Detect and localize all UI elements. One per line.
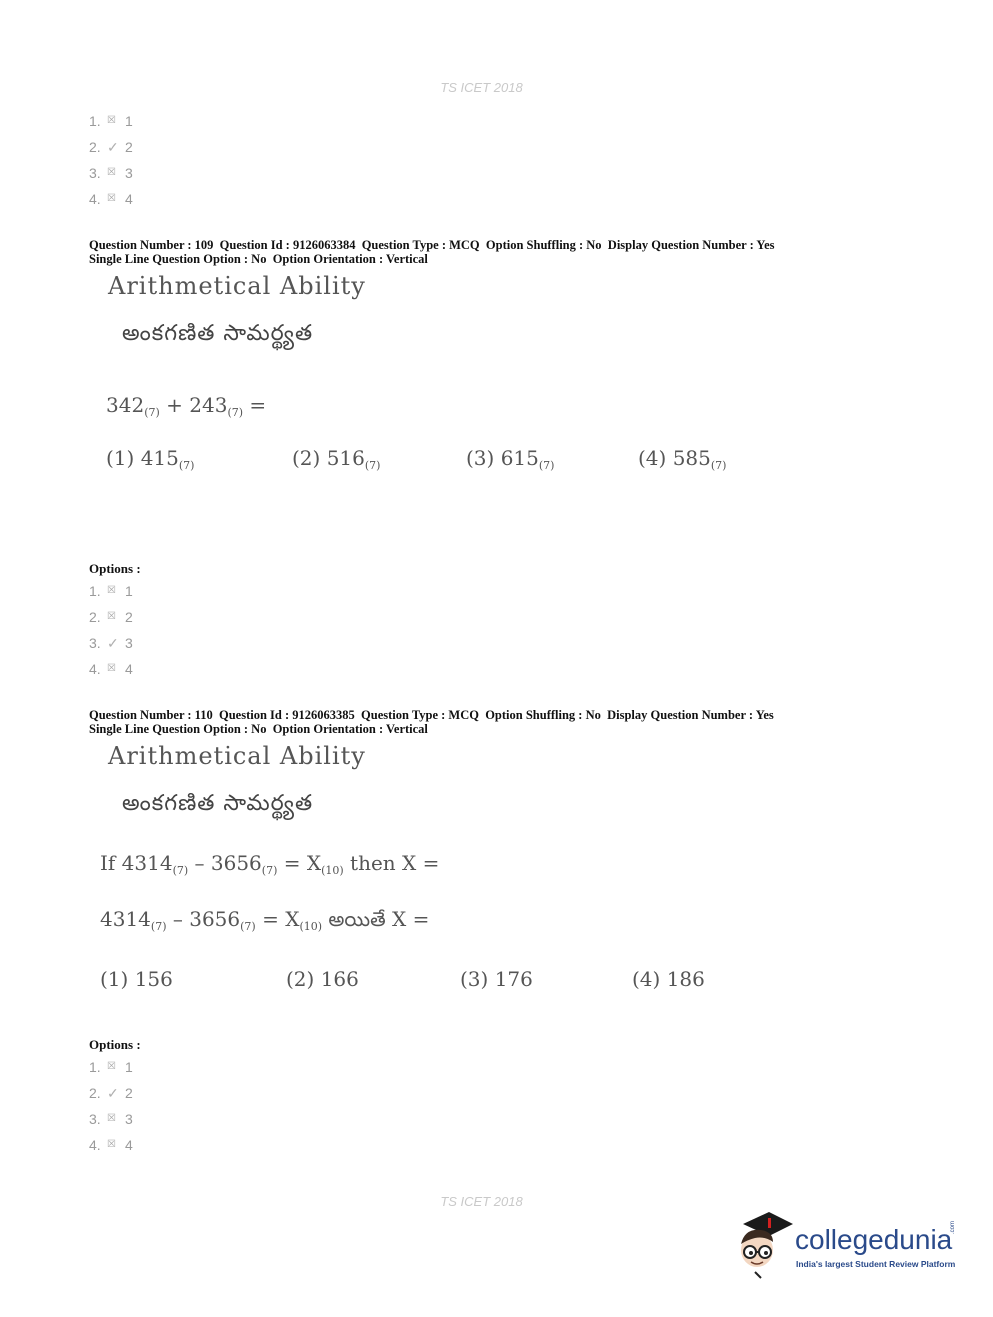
logo-com-text: .com xyxy=(950,1220,956,1234)
option-number: 2. xyxy=(89,1085,101,1101)
option-number: 4. xyxy=(89,191,101,207)
cross-icon: ☒ xyxy=(107,115,116,126)
operand: 342 xyxy=(106,393,145,417)
option-row xyxy=(89,112,133,130)
option-value: 1 xyxy=(125,1059,133,1075)
expr-part: – 3656 xyxy=(188,851,262,875)
base-subscript: (7) xyxy=(227,406,244,419)
option-row xyxy=(89,190,133,208)
logo-tagline: India's largest Student Review Platform xyxy=(796,1259,956,1269)
logo-brand-text: collegedunia xyxy=(795,1224,953,1255)
expr-part: అయితే X = xyxy=(322,907,430,931)
option-row xyxy=(89,1136,133,1154)
option-row xyxy=(89,1058,133,1076)
option-number: 2. xyxy=(89,139,101,155)
answer-choice: (4) 186 xyxy=(632,967,705,991)
cross-icon: ☒ xyxy=(107,1139,116,1150)
option-row xyxy=(89,660,133,678)
watermark-top: TS ICET 2018 xyxy=(440,80,523,95)
cross-icon: ☒ xyxy=(107,1113,116,1124)
expr-part: then X = xyxy=(343,851,440,875)
option-number: 2. xyxy=(89,609,101,625)
choice-label: (4) 585 xyxy=(638,446,711,470)
expr-part: If 4314 xyxy=(100,851,173,875)
expr-part: = X xyxy=(255,907,300,931)
option-number: 3. xyxy=(89,165,101,181)
cross-icon: ☒ xyxy=(107,1061,116,1072)
base-subscript: (7) xyxy=(538,459,555,472)
answer-choice: (3) 176 xyxy=(460,967,533,991)
expr-part: = X xyxy=(277,851,322,875)
choice-label: (3) 615 xyxy=(466,446,539,470)
option-value: 3 xyxy=(125,1111,133,1127)
question-meta-line1: Question Number : 110 Question Id : 9126063385 Question Type : MCQ Option Shuffling : No Display Question Number : Yes xyxy=(89,708,774,722)
answer-choice: (2) 166 xyxy=(286,967,359,991)
option-number: 1. xyxy=(89,113,101,129)
section-title-telugu: అంకగణిత సామర్థ్యత xyxy=(122,791,314,816)
option-value: 4 xyxy=(125,661,133,677)
option-value: 1 xyxy=(125,583,133,599)
check-icon: ✓ xyxy=(107,635,119,651)
question-expression-telugu xyxy=(100,907,429,936)
option-number: 3. xyxy=(89,1111,101,1127)
option-row xyxy=(89,1110,133,1128)
option-value: 4 xyxy=(125,191,133,207)
check-icon: ✓ xyxy=(107,1085,119,1101)
base-subscript: (7) xyxy=(364,459,381,472)
section-title: Arithmetical Ability xyxy=(108,742,366,770)
option-number: 1. xyxy=(89,583,101,599)
options-label: Options : xyxy=(89,561,141,576)
option-number: 4. xyxy=(89,1137,101,1153)
operand: 243 xyxy=(189,393,228,417)
operator: + xyxy=(159,393,190,417)
question-meta-line1: Question Number : 109 Question Id : 9126063384 Question Type : MCQ Option Shuffling : No Display Question Number : Yes xyxy=(89,238,775,252)
option-row xyxy=(89,1084,133,1102)
cross-icon: ☒ xyxy=(107,611,116,622)
equals: = xyxy=(243,393,267,417)
check-icon: ✓ xyxy=(107,139,119,155)
option-row xyxy=(89,582,133,600)
option-row xyxy=(89,138,133,156)
cross-icon: ☒ xyxy=(107,193,116,204)
collegedunia-logo xyxy=(735,1210,965,1280)
question-expression xyxy=(106,393,266,419)
cross-icon: ☒ xyxy=(107,167,116,178)
base-subscript: (7) xyxy=(710,459,727,472)
choice-label: (2) 516 xyxy=(292,446,365,470)
base-subscript: (7) xyxy=(178,459,195,472)
section-title-telugu: అంకగణిత సామర్థ్యత xyxy=(122,321,314,346)
expr-part: 4314 xyxy=(100,907,151,931)
option-value: 3 xyxy=(125,635,133,651)
expr-part: – 3656 xyxy=(166,907,241,931)
option-row xyxy=(89,634,133,652)
cross-icon: ☒ xyxy=(107,663,116,674)
base-subscript: (10) xyxy=(299,920,323,933)
base-subscript: (7) xyxy=(172,864,189,877)
base-subscript: (7) xyxy=(261,864,278,877)
answer-choice xyxy=(638,446,726,472)
answer-choice: (1) 156 xyxy=(100,967,173,991)
option-value: 1 xyxy=(125,113,133,129)
option-number: 4. xyxy=(89,661,101,677)
option-value: 2 xyxy=(125,609,133,625)
options-label: Options : xyxy=(89,1037,141,1052)
option-row xyxy=(89,608,133,626)
answer-choice xyxy=(106,446,194,472)
base-subscript: (10) xyxy=(321,864,344,877)
option-value: 4 xyxy=(125,1137,133,1153)
answer-choice xyxy=(292,446,380,472)
section-title: Arithmetical Ability xyxy=(108,272,366,300)
choice-label: (1) 415 xyxy=(106,446,179,470)
base-subscript: (7) xyxy=(150,920,167,933)
cross-icon: ☒ xyxy=(107,585,116,596)
option-number: 3. xyxy=(89,635,101,651)
option-value: 2 xyxy=(125,139,133,155)
question-expression-english xyxy=(100,851,439,877)
mascot-icon xyxy=(735,1210,795,1280)
base-subscript: (7) xyxy=(240,920,256,933)
option-value: 2 xyxy=(125,1085,133,1101)
option-row xyxy=(89,164,133,182)
question-meta-line2: Single Line Question Option : No Option Orientation : Vertical xyxy=(89,252,428,266)
question-meta-line2: Single Line Question Option : No Option Orientation : Vertical xyxy=(89,722,428,736)
answer-choice xyxy=(466,446,554,472)
option-number: 1. xyxy=(89,1059,101,1075)
option-value: 3 xyxy=(125,165,133,181)
watermark-bottom: TS ICET 2018 xyxy=(440,1194,523,1209)
base-subscript: (7) xyxy=(144,406,160,419)
